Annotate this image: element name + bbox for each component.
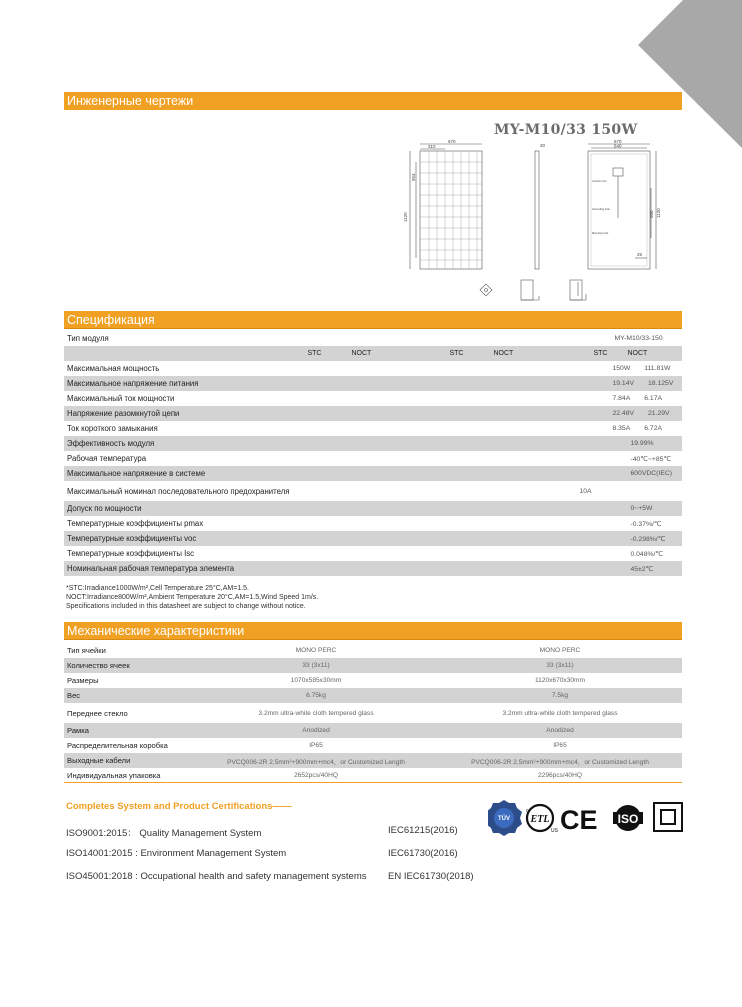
drawing-note: Grounding hole: [592, 208, 610, 211]
dim-label: 670: [448, 139, 456, 144]
table-row: [64, 361, 682, 376]
mech-value-b: 3.2mm ultra-white cloth tempered glass: [502, 709, 618, 717]
stc-value: 150W: [612, 365, 631, 372]
spec-table: [64, 331, 682, 576]
cert-item: EN IEC61730(2018): [388, 871, 474, 882]
table-row: [64, 768, 682, 783]
spec-label: Рабочая температура: [67, 454, 147, 463]
cert-item: ISO9001:2015： Quality Management System: [66, 828, 262, 839]
table-row: [64, 466, 682, 481]
table-row: [64, 658, 682, 673]
model-title: MY-M10/33 150W: [494, 122, 638, 138]
section-header-drawings: Инженерные чертежи: [64, 92, 682, 110]
note-line: *STC:Irradiance1000W/m²,Cell Temperature 25°C,AM=1.5.: [66, 585, 249, 592]
cert-title: Completes System and Product Certifications——: [66, 801, 292, 812]
stc-header: STC: [307, 350, 322, 357]
svg-text:TÜV: TÜV: [498, 816, 510, 822]
table-row: [64, 753, 682, 768]
mech-value-a: 6.75kg: [194, 688, 438, 703]
mech-value-a: MONO PERC: [295, 647, 337, 654]
mech-value-b: PVCQ006-2R 2.5mm²+900mm+mc4，or Customized Length: [438, 753, 682, 768]
mech-value-b: 7.5kg: [438, 688, 682, 703]
stc-value: 8.35A: [612, 425, 631, 432]
noct-value: 21.29V: [648, 410, 670, 417]
table-row: [64, 421, 682, 436]
mech-table: [64, 643, 682, 783]
mech-label: Размеры: [67, 676, 99, 685]
spec-label: Ток короткого замыкания: [67, 424, 158, 433]
noct-header: NOCT: [493, 350, 514, 357]
section-header-spec: Спецификация: [64, 311, 682, 329]
mech-value-a: 3.2mm ultra-white cloth tempered glass: [258, 709, 374, 717]
detail-drawings: [480, 280, 586, 300]
table-row: [64, 738, 682, 753]
table-row: [64, 346, 682, 361]
spec-value: -0.298%/℃: [576, 531, 682, 546]
class-ii-double-square-icon: [654, 803, 682, 831]
front-view-drawing: [410, 144, 482, 269]
mech-value-b: 1120x670x30mm: [534, 677, 586, 684]
table-row: [64, 703, 682, 723]
table-row: [64, 331, 682, 346]
noct-value: 18.125V: [648, 380, 674, 387]
svg-text:US: US: [551, 828, 558, 834]
etl-logo-icon: [526, 805, 559, 834]
mech-label: Количество ячеек: [64, 658, 194, 673]
table-row: [64, 516, 682, 531]
table-row: [64, 643, 682, 658]
dim-label: 670: [614, 139, 622, 144]
svg-text:c: c: [526, 808, 529, 814]
mech-value-a: PVCQ006-2R 2.5mm²+900mm+mc4，or Customized Length: [194, 753, 438, 768]
note-line: NOCT:Irradiance800W/m²,Ambient Temperature 20°C,AM=1.5,Wind Speed 1m/s.: [66, 594, 319, 601]
noct-value: 111.81W: [644, 365, 671, 372]
spec-label: Допуск по мощности: [64, 501, 292, 516]
mech-label: Индивидуальная упаковка: [67, 771, 161, 780]
spec-label: Температурные коэффициенты voc: [64, 531, 292, 546]
mech-label: Выходные кабели: [64, 753, 194, 768]
spec-value: 600VDC(IEC): [576, 466, 682, 481]
table-row: [64, 673, 682, 688]
mech-value-b: 2296pcs/40HQ: [538, 772, 582, 779]
table-row: [64, 501, 682, 516]
spec-label: Максимальное напряжение в системе: [64, 466, 292, 481]
mech-value-a: 33 (3x11): [194, 658, 438, 673]
table-row: [64, 406, 682, 421]
mech-value-b: MONO PERC: [539, 647, 581, 654]
mech-label: Вес: [64, 688, 194, 703]
spec-value: -0.37%/℃: [630, 520, 662, 528]
corner-decoration: [638, 0, 742, 148]
spec-label: Максимальное напряжение питания: [64, 376, 292, 391]
ce-logo-icon: [560, 805, 598, 835]
stc-value: 22.48V: [612, 410, 635, 417]
drawing-note: Mounting hole: [592, 232, 609, 235]
cert-item: ISO45001:2018 : Occupational health and safety management systems: [66, 871, 367, 882]
table-row: [64, 436, 682, 451]
table-row: [64, 723, 682, 738]
divider: [64, 782, 682, 783]
mech-label: Тип ячейки: [67, 646, 106, 655]
svg-text:ETL: ETL: [530, 814, 550, 825]
mech-value-b: 33 (3x11): [438, 658, 682, 673]
spec-label: Максимальный ток мощности: [67, 394, 175, 403]
spec-value: 0~+5W: [576, 501, 682, 516]
drawing-note: Junction box: [592, 180, 607, 183]
note-line: Specifications included in this datasheet are subject to change without notice.: [66, 603, 306, 610]
table-row: [64, 561, 682, 576]
dim-label: 1120: [656, 208, 661, 218]
svg-text:ISO: ISO: [617, 812, 639, 826]
certification-logos: [488, 798, 686, 838]
stc-header: STC: [449, 350, 464, 357]
side-view-drawing: [535, 151, 539, 269]
stc-header: STC: [593, 350, 608, 357]
table-row: [64, 376, 682, 391]
mech-value-b: IP65: [553, 742, 567, 749]
noct-header: NOCT: [351, 350, 372, 357]
table-row: [64, 481, 682, 501]
dim-label: 1120: [403, 212, 408, 222]
dim-label: 954: [411, 173, 416, 181]
mech-value-a: IP65: [309, 742, 323, 749]
dim-label: 30: [540, 143, 546, 148]
back-view-drawing: [588, 144, 656, 269]
spec-label: Эффективность модуля: [64, 436, 292, 451]
stc-value: 7.84A: [612, 395, 631, 402]
spec-label: Напряжение разомкнутой цепи: [64, 406, 292, 421]
dim-label: 640: [614, 143, 622, 149]
cert-item: ISO14001:2015 : Environment Management System: [66, 848, 287, 859]
spec-notes: [66, 584, 318, 611]
mech-value-a: 1070x585x30mm: [290, 677, 342, 684]
spec-label: Температурные коэффициенты Isc: [67, 549, 195, 558]
spec-value: 10A: [579, 487, 592, 495]
spec-label: Номинальная рабочая температура элемента: [64, 561, 292, 576]
cert-item: IEC61730(2016): [388, 848, 458, 859]
spec-label: Тип модуля: [67, 334, 109, 343]
module-type-value: MY-M10/33-150: [614, 335, 663, 342]
engineering-drawings: [395, 138, 685, 308]
svg-text:CE: CE: [560, 805, 598, 835]
spec-label: Максимальный номинал последовательного предохранителя: [67, 486, 290, 496]
mech-value-a: Anodized: [194, 723, 438, 738]
section-header-mech: Механические характеристики: [64, 622, 682, 640]
cert-item: IEC61215(2016): [388, 825, 458, 836]
spec-value: -40℃~+85℃: [630, 455, 672, 463]
iso-logo-icon: [613, 805, 643, 831]
table-row: [64, 546, 682, 561]
spec-label: Температурные коэффициенты pmax: [67, 519, 204, 528]
spec-value: 0.048%/℃: [630, 550, 664, 558]
table-row: [64, 451, 682, 466]
dim-label: 25: [637, 252, 643, 257]
stc-value: 19.14V: [612, 380, 635, 387]
mech-value-a: 2652pcs/40HQ: [294, 772, 338, 779]
noct-value: 6.17A: [644, 395, 663, 402]
spec-value: 45±2℃: [576, 561, 682, 576]
tuv-logo-icon: [488, 800, 522, 836]
mech-value-b: Anodized: [438, 723, 682, 738]
noct-header: NOCT: [627, 350, 648, 357]
mech-label: Переднее стекло: [67, 708, 128, 718]
table-row: [64, 531, 682, 546]
dim-label: 500: [649, 210, 654, 218]
spec-value: 19.99%: [576, 436, 682, 451]
table-row: [64, 688, 682, 703]
dim-label: 310: [428, 144, 436, 149]
table-row: [64, 391, 682, 406]
spec-label: Максимальная мощность: [67, 364, 160, 373]
mech-label: Рамка: [64, 723, 194, 738]
noct-value: 6.72A: [644, 425, 663, 432]
mech-label: Распределительная коробка: [67, 741, 168, 750]
